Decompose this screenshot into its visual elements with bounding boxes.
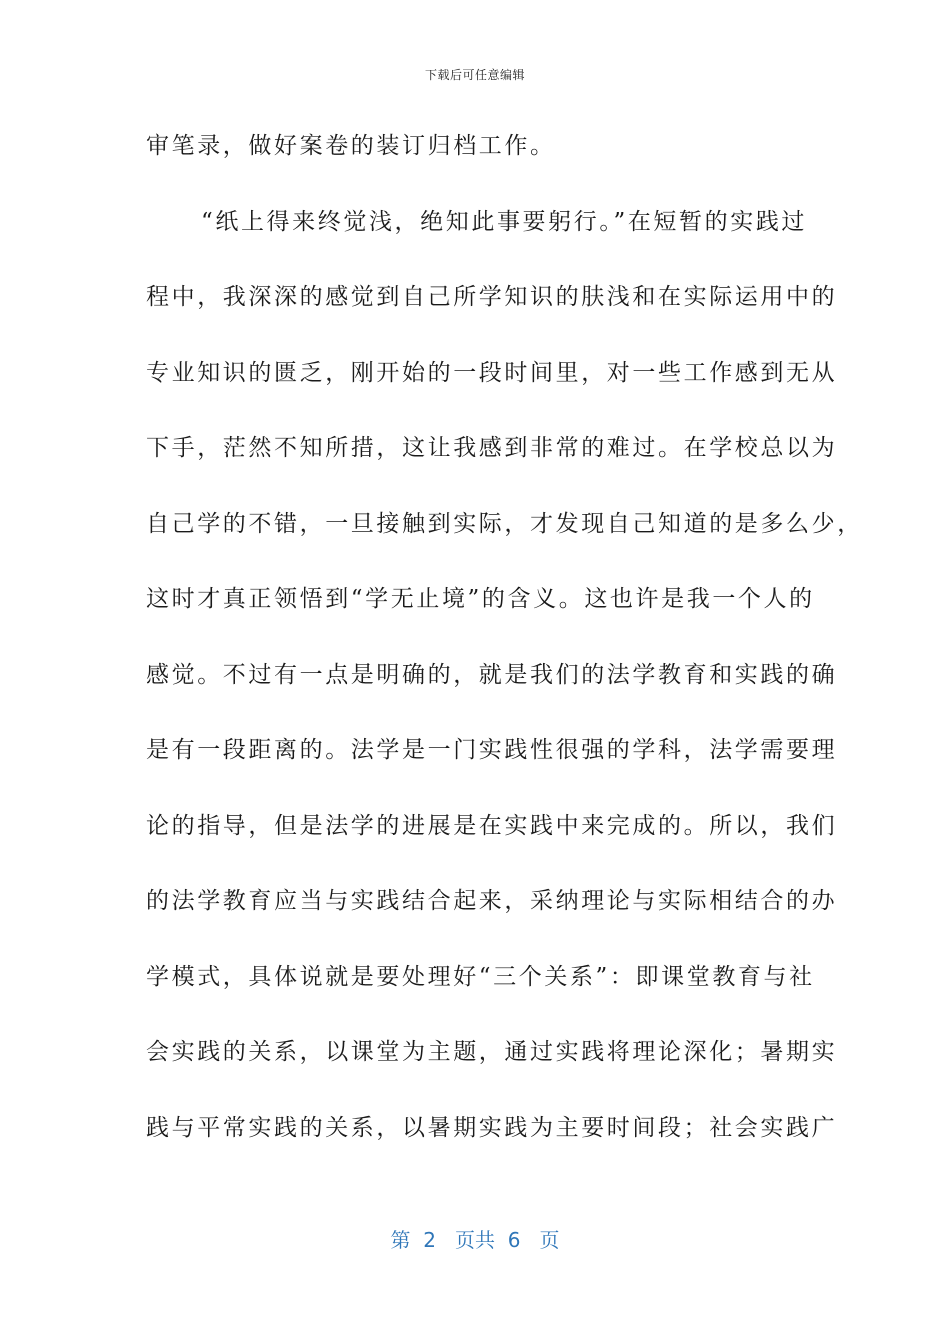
text-line: 论的指导，但是法学的进展是在实践中来完成的。所以，我们	[146, 812, 838, 839]
page-number-footer: 第 2 页共 6 页	[390, 1228, 560, 1252]
page-header-note: 下载后可任意编辑	[424, 68, 525, 82]
text-line: 学模式，具体说就是要处理好“三个关系”：即课堂教育与社	[146, 963, 815, 990]
text-line-paragraph-start: “纸上得来终觉浅，绝知此事要躬行。”在短暂的实践过	[201, 208, 808, 235]
text-line: 是有一段距离的。法学是一门实践性很强的学科，法学需要理	[146, 737, 838, 763]
text-line: 践与平常实践的关系，以暑期实践为主要时间段；社会实践广	[146, 1114, 838, 1141]
text-line: 这时才真正领悟到“学无止境”的含义。这也许是我一个人的	[146, 586, 815, 612]
text-line: 自己学的不错，一旦接触到实际，才发现自己知道的是多么少，	[146, 510, 863, 537]
document-body	[146, 118, 863, 1175]
text-line: 审笔录，做好案卷的装订归档工作。	[146, 133, 556, 159]
text-line: 下手，茫然不知所措，这让我感到非常的难过。在学校总以为	[146, 435, 838, 461]
text-line: 专业知识的匮乏，刚开始的一段时间里，对一些工作感到无从	[146, 359, 838, 386]
text-line: 的法学教育应当与实践结合起来，采纳理论与实际相结合的办	[146, 888, 838, 914]
text-line: 会实践的关系，以课堂为主题，通过实践将理论深化；暑期实	[146, 1039, 838, 1065]
text-line: 程中，我深深的感觉到自己所学知识的肤浅和在实际运用中的	[146, 284, 838, 310]
text-line: 感觉。不过有一点是明确的，就是我们的法学教育和实践的确	[146, 661, 838, 688]
